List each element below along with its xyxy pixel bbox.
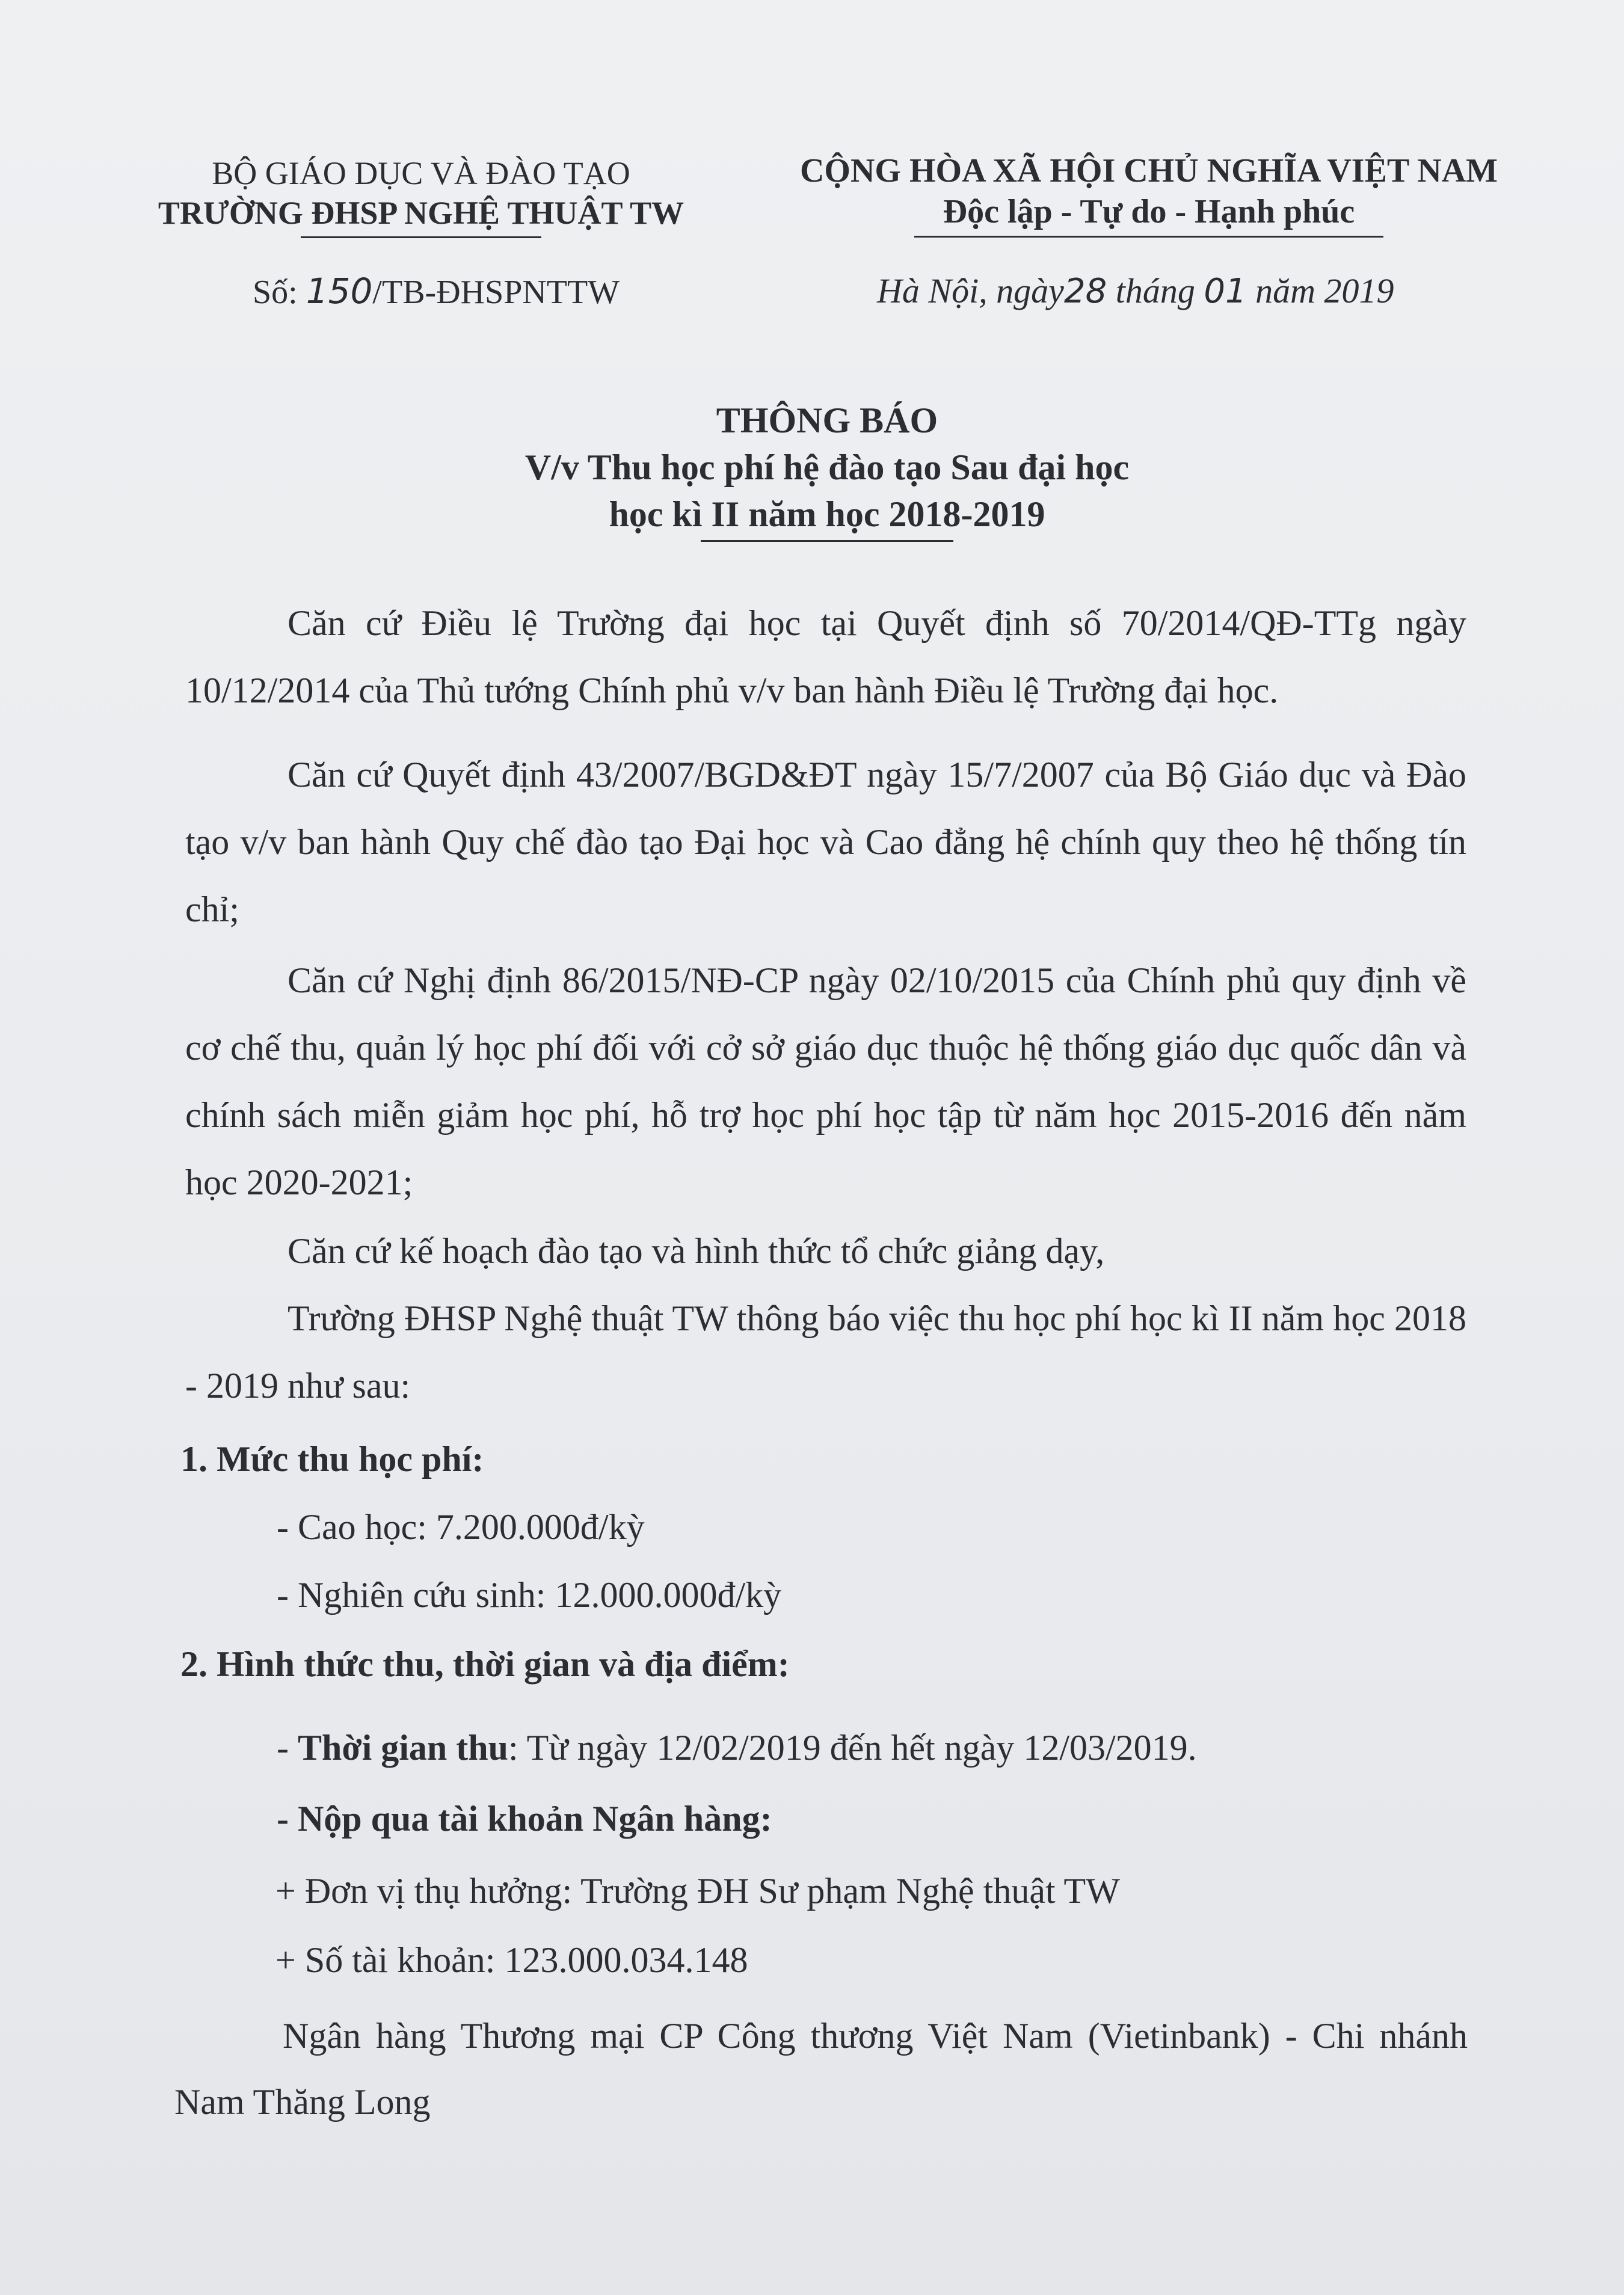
document-number — [253, 271, 620, 312]
paragraph-4-text: Căn cứ kế hoạch đào tạo và hình thức tổ chức giảng dạy, — [288, 1231, 1105, 1271]
notice-title — [0, 397, 1624, 542]
payment-period-dash: - — [277, 1728, 298, 1768]
date-month-handwritten: 01 — [1204, 272, 1247, 311]
paragraph-5-text: Trường ĐHSP Nghệ thuật TW thông báo việc thu học phí học kì II năm học 2018 - 2019 như sau: — [185, 1298, 1466, 1406]
paragraph-3-text: Căn cứ Nghị định 86/2015/NĐ-CP ngày 02/10/2015 của Chính phủ quy định về cơ chế thu, quản lý học phí đối với cở sở giáo dục thuộc hệ thống giáo dục quốc dân và chính sách miễn giảm học phí, hỗ trợ học phí học tập từ năm học 2015-2016 đến năm học 2020-2021; — [185, 960, 1466, 1202]
doc-no-handwritten: 150 — [306, 271, 373, 312]
title-underline — [701, 540, 953, 542]
national-motto: Độc lập - Tự do - Hạnh phúc — [943, 193, 1355, 230]
payment-period-label: Thời gian thu — [297, 1728, 509, 1768]
paragraph-1 — [185, 589, 1466, 724]
paragraph-2 — [185, 741, 1466, 943]
date-day-handwritten: 28 — [1063, 272, 1107, 311]
beneficiary: + Đơn vị thụ hưởng: Trường ĐH Sư phạm Nghệ thuật TW — [275, 1871, 1120, 1911]
bank-transfer-heading: - Nộp qua tài khoản Ngân hàng: — [277, 1799, 772, 1839]
doc-no-prefix: Số: — [253, 274, 306, 311]
fee-phd: - Nghiên cứu sinh: 12.000.000đ/kỳ — [277, 1575, 782, 1615]
title-line1: THÔNG BÁO — [716, 401, 938, 440]
issuer-block — [132, 153, 710, 238]
date-month-label: tháng — [1107, 271, 1204, 310]
paragraph-2-text: Căn cứ Quyết định 43/2007/BGD&ĐT ngày 15/7/2007 của Bộ Giáo dục và Đào tạo v/v ban hành Quy chế đào tạo Đại học và Cao đẳng hệ chính quy theo hệ thống tín chỉ; — [185, 755, 1466, 929]
paragraph-4 — [185, 1217, 1466, 1285]
school-name: TRƯỜNG ĐHSP NGHỆ THUẬT TW — [158, 195, 684, 231]
motto-underline — [914, 236, 1383, 238]
national-motto-block — [758, 150, 1540, 238]
date-prefix: Hà Nội, ngày — [877, 271, 1064, 310]
paragraph-5 — [185, 1285, 1466, 1419]
title-line2: V/v Thu học phí hệ đào tạo Sau đại học — [524, 447, 1130, 487]
section-1-heading: 1. Mức thu học phí: — [180, 1439, 484, 1479]
account-number: + Số tài khoản: 123.000.034.148 — [275, 1940, 748, 1980]
date-year: năm 2019 — [1246, 271, 1394, 310]
paragraph-3 — [185, 947, 1466, 1216]
title-line3: học kì II năm học 2018-2019 — [609, 494, 1045, 534]
section-2-heading: 2. Hình thức thu, thời gian và địa điểm: — [180, 1644, 790, 1684]
fee-master: - Cao học: 7.200.000đ/kỳ — [277, 1507, 645, 1547]
payment-period-value: : Từ ngày 12/02/2019 đến hết ngày 12/03/2019. — [508, 1728, 1197, 1768]
paragraph-1-text: Căn cứ Điều lệ Trường đại học tại Quyết định số 70/2014/QĐ-TTg ngày 10/12/2014 của Thủ tướng Chính phủ v/v ban hành Điều lệ Trường đại học. — [185, 603, 1466, 710]
bank-name-text: Ngân hàng Thương mại CP Công thương Việt Nam (Vietinbank) - Chi nhánh Nam Thăng Long — [174, 2016, 1468, 2122]
doc-no-suffix: /TB-ĐHSPNTTW — [372, 274, 620, 311]
payment-period — [277, 1727, 1197, 1769]
ministry-name: BỘ GIÁO DỤC VÀ ĐÀO TẠO — [212, 155, 630, 191]
issue-date — [877, 271, 1394, 311]
issuer-underline — [301, 236, 541, 238]
bank-name — [174, 2003, 1468, 2135]
country-name: CỘNG HÒA XÃ HỘI CHỦ NGHĨA VIỆT NAM — [799, 152, 1498, 189]
